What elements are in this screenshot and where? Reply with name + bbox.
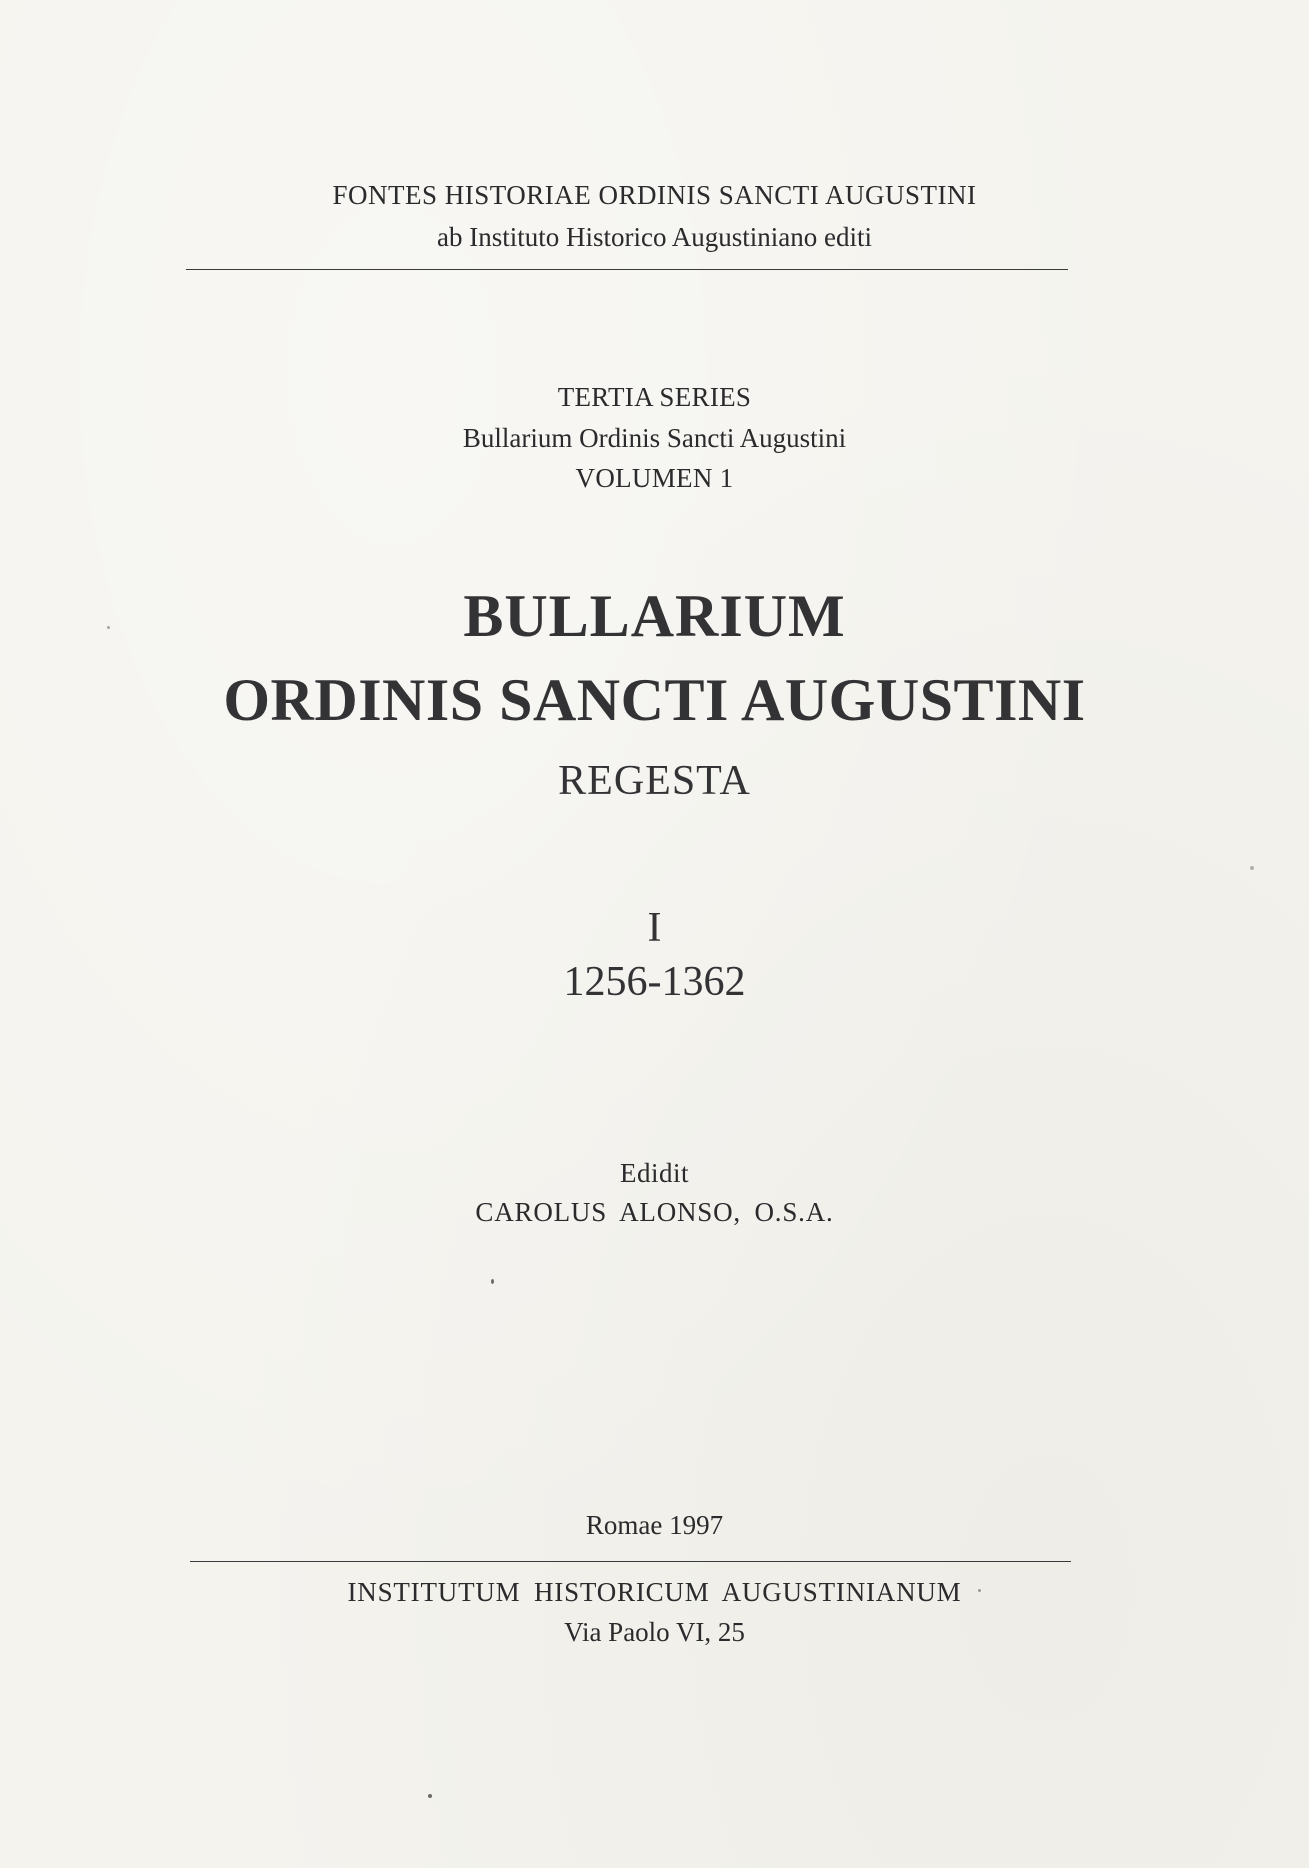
paper-speck	[1250, 866, 1254, 870]
bottom-rule-divider	[190, 1561, 1071, 1562]
book-title-line-1: BULLARIUM	[463, 583, 846, 649]
paper-speck	[428, 1794, 432, 1798]
paper-speck	[491, 1279, 494, 1284]
editor-name: CAROLUS ALONSO, O.S.A.	[475, 1197, 834, 1227]
collection-name: Bullarium Ordinis Sancti Augustini	[462, 423, 847, 453]
series-title: FONTES HISTORIAE ORDINIS SANCTI AUGUSTINI	[332, 180, 977, 210]
place-and-year: Romae 1997	[585, 1510, 724, 1540]
book-title-line-2: ORDINIS SANCTI AUGUSTINI	[223, 667, 1086, 733]
publisher-name: INSTITUTUM HISTORICUM AUGUSTINIANUM	[347, 1577, 962, 1607]
top-rule-divider	[186, 269, 1068, 270]
paper-speck	[978, 1589, 981, 1592]
year-range: 1256-1362	[563, 959, 746, 1005]
paper-speck	[107, 626, 110, 629]
editor-label: Edidit	[620, 1158, 689, 1188]
series-number: TERTIA SERIES	[557, 382, 752, 412]
publisher-address: Via Paolo VI, 25	[564, 1617, 745, 1647]
tome-number: I	[647, 905, 662, 951]
series-subtitle: ab Instituto Historico Augustiniano editi	[437, 222, 872, 252]
volume-number: VOLUMEN 1	[575, 463, 734, 493]
book-subtitle: REGESTA	[558, 758, 751, 804]
